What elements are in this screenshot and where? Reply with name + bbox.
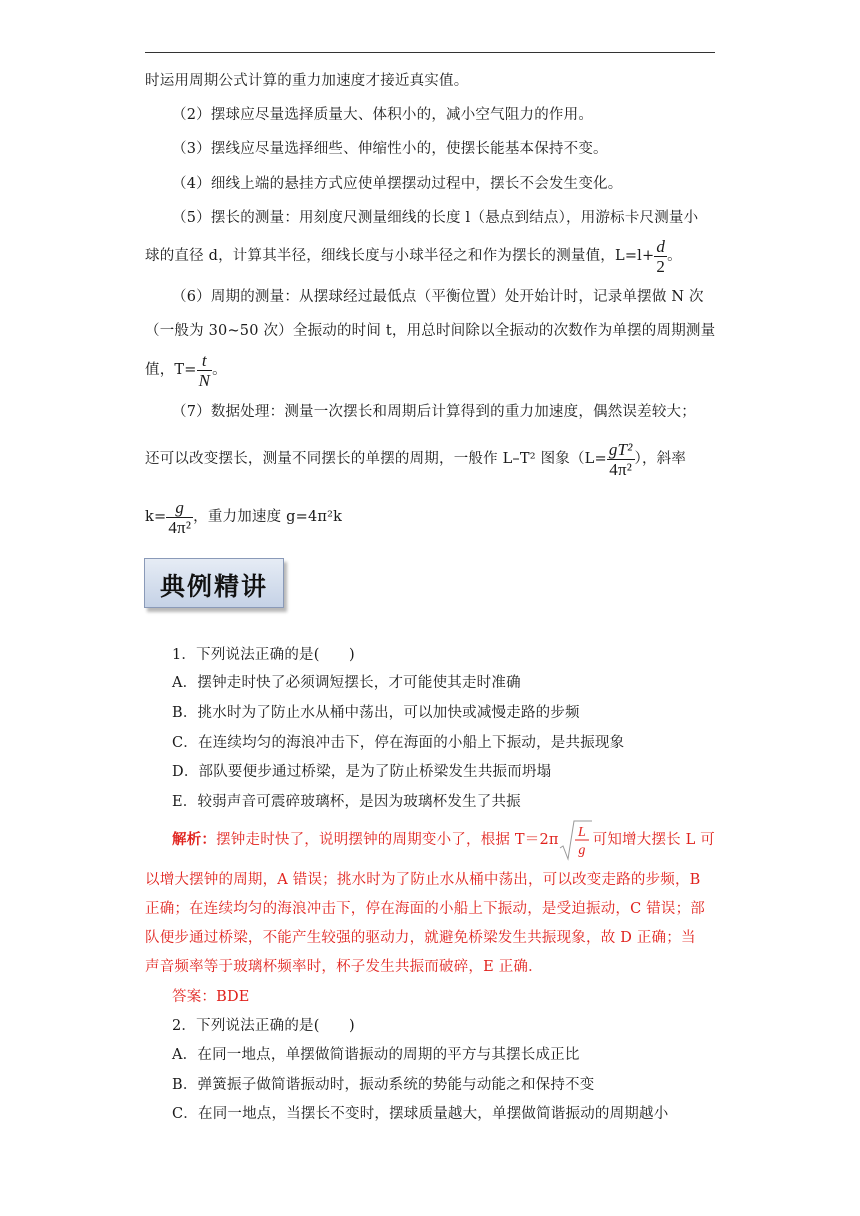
sqrt-denominator: g — [578, 843, 586, 858]
question-2-option: A．在同一地点，单摆做简谐振动的周期的平方与其摆长成正比 — [172, 1047, 580, 1063]
question-1-option: D．部队要便步通过桥梁，是为了防止桥梁发生共振而坍塌 — [172, 764, 552, 780]
fraction-numerator: d — [656, 236, 666, 256]
fraction-numerator: g — [166, 498, 193, 518]
analysis-line — [172, 818, 715, 862]
fraction-d-over-2 — [654, 237, 667, 276]
text-line-formula — [145, 236, 682, 276]
fraction-denominator: N — [198, 370, 211, 390]
analysis-line: 队便步通过桥梁，不能产生较强的驱动力，就避免桥梁发生共振现象，故 D 正确；当 — [145, 930, 696, 946]
analysis-label: 解析： — [172, 831, 217, 848]
text-segment: 值，T= — [145, 362, 197, 378]
text-line: （7）数据处理：测量一次摆长和周期后计算得到的重力加速度，偶然误差较大； — [172, 404, 696, 420]
fraction-numerator: gT² — [608, 439, 633, 459]
text-segment: 。 — [212, 362, 227, 378]
text-segment: ），斜率 — [634, 451, 687, 467]
text-line-formula — [145, 496, 342, 538]
sqrt-numerator: L — [577, 825, 586, 840]
text-segment: k= — [145, 509, 167, 525]
question-1-option: B．挑水时为了防止水从桶中荡出，可以加快或减慢走路的步频 — [172, 705, 580, 721]
text-segment: ，重力加速度 g=4π²k — [193, 509, 343, 525]
text-line: （一般为 30~50 次）全振动的时间 t，用总时间除以全振动的次数作为单摆的周期测量 — [145, 323, 716, 339]
fraction-gT2-over-4pi2 — [607, 440, 635, 479]
fraction-denominator: 2 — [656, 256, 666, 276]
header-rule — [145, 52, 715, 53]
text-line: （4）细线上端的悬挂方式应使单摆摆动过程中，摆长不会发生变化。 — [172, 176, 623, 192]
radical-sign — [559, 818, 593, 862]
fraction-denominator: 4π² — [609, 459, 633, 479]
fraction-g-over-4pi2 — [166, 498, 193, 537]
text-segment: 可知增大摆长 L 可 — [592, 832, 716, 848]
analysis-line: 以增大摆钟的周期，A 错误；挑水时为了防止水从桶中荡出，可以改变走路的步频，B — [145, 872, 701, 888]
question-1-option: A．摆钟走时快了必须调短摆长，才可能使其走时准确 — [172, 675, 521, 691]
fraction-t-over-N — [197, 351, 213, 390]
fraction-numerator: t — [197, 351, 213, 371]
text-line: （6）周期的测量：从摆球经过最低点（平衡位置）处开始计时，记录单摆做 N 次 — [172, 289, 704, 305]
question-2-option: C．在同一地点，当摆长不变时，摆球质量越大，单摆做简谐振动的周期越小 — [172, 1106, 669, 1122]
text-line: （5）摆长的测量：用刻度尺测量细线的长度 l（悬点到结点），用游标卡尺测量小 — [172, 210, 699, 226]
section-heading-box — [144, 558, 284, 608]
question-1-option: C．在连续均匀的海浪冲击下，停在海面的小船上下振动，是共振现象 — [172, 735, 625, 751]
analysis-line: 声音频率等于玻璃杯频率时，杯子发生共振而破碎，E 正确． — [145, 959, 543, 975]
question-2-stem: 2．下列说法正确的是( ) — [172, 1018, 355, 1034]
answer-line: 答案：BDE — [172, 989, 250, 1005]
question-2-option: B．弹簧振子做简谐振动时，振动系统的势能与动能之和保持不变 — [172, 1077, 595, 1093]
text-segment: 摆钟走时快了，说明摆钟的周期变小了，根据 T＝2π — [216, 832, 559, 848]
text-line-formula — [145, 350, 227, 390]
question-1-option: E．较弱声音可震碎玻璃杯，是因为玻璃杯发生了共振 — [172, 794, 521, 810]
text-line: （2）摆球应尽量选择质量大、体积小的，减小空气阻力的作用。 — [172, 107, 594, 123]
text-line: 时运用周期公式计算的重力加速度才接近真实值。 — [145, 73, 469, 89]
sqrt-L-over-g — [559, 818, 593, 862]
analysis-line: 正确；在连续均匀的海浪冲击下，停在海面的小船上下振动，是受迫振动，C 错误；部 — [145, 901, 706, 917]
section-heading: 典例精讲 — [159, 572, 268, 601]
text-segment: 。 — [667, 248, 682, 264]
text-line: （3）摆线应尽量选择细些、伸缩性小的，使摆长能基本保持不变。 — [172, 141, 608, 157]
text-segment: 还可以改变摆长，测量不同摆长的单摆的周期，一般作 L–T² 图象（L= — [145, 451, 607, 467]
question-1-stem: 1．下列说法正确的是( ) — [172, 647, 355, 663]
fraction-denominator: 4π² — [168, 517, 192, 537]
text-segment: 球的直径 d，计算其半径，细线长度与小球半径之和作为摆长的测量值，L=l+ — [145, 248, 655, 264]
text-line-formula — [145, 438, 686, 480]
